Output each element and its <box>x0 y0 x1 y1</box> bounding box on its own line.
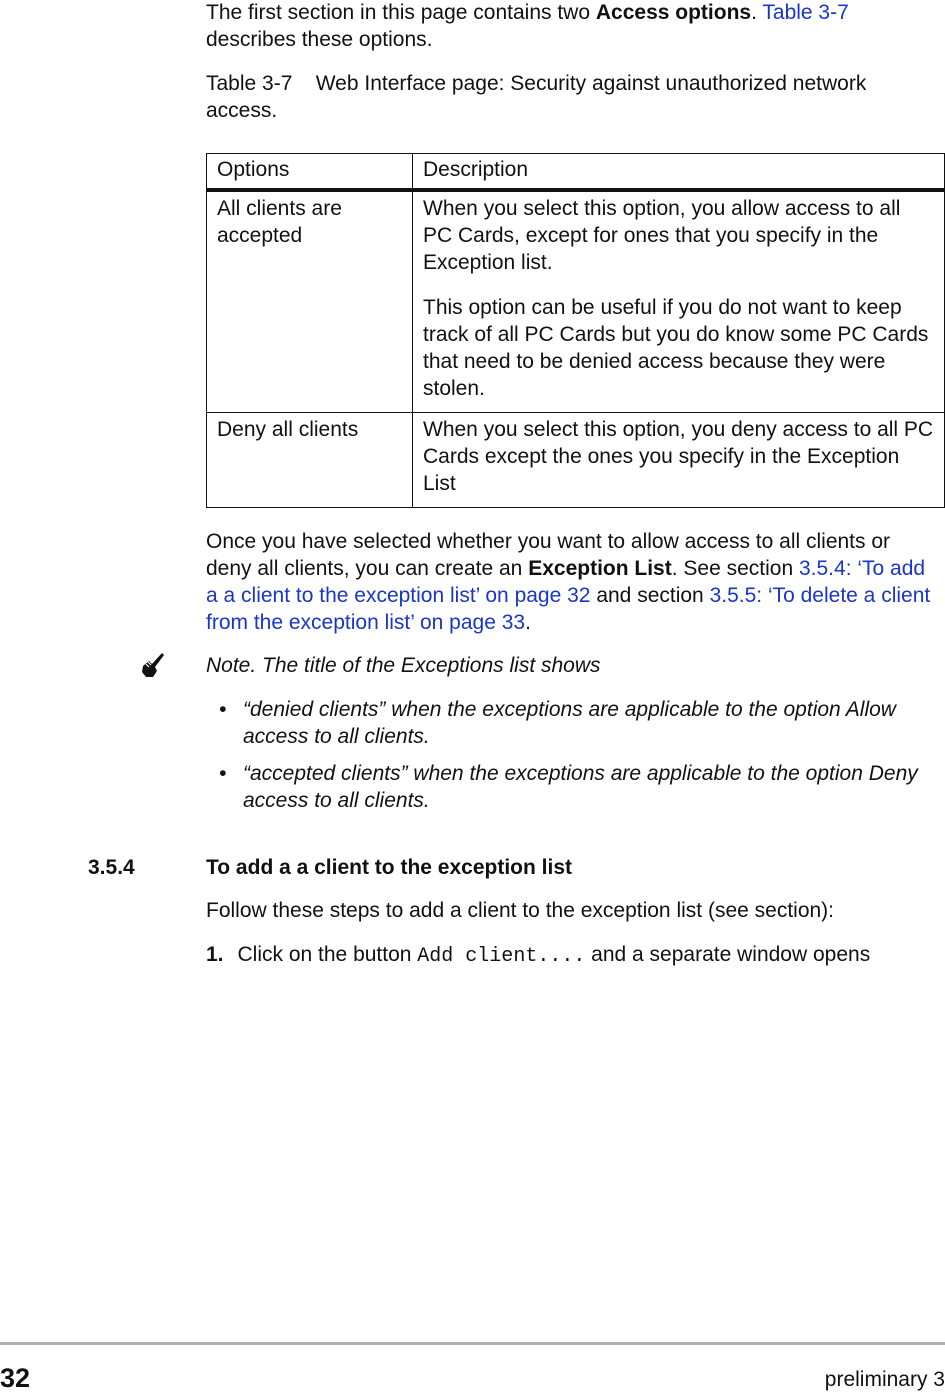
step-number: 1. <box>206 943 224 966</box>
add-client-button-name: Add client.... <box>417 945 586 968</box>
exception-text-see: . See section <box>671 557 799 580</box>
hand-pointer-icon <box>140 652 168 680</box>
bullet-dot: • <box>219 698 227 721</box>
column-header-options: Options <box>207 154 413 191</box>
description-cell <box>413 190 945 413</box>
description-cell <box>413 413 945 508</box>
intro-text: The first section in this page contains two <box>206 1 596 24</box>
step-text: Click on the button <box>237 943 418 966</box>
step-item <box>206 941 945 970</box>
option-cell: Deny all clients <box>207 413 413 508</box>
note-text: Note. The title of the Exceptions list shows <box>206 654 601 677</box>
table-caption-label: Table 3-7 <box>206 72 293 95</box>
section-intro: Follow these steps to add a client to the exception list (see section): <box>206 899 835 922</box>
section-3-5-4-link[interactable]: 3.5.4: ‘To add a a client to the exception list’ on page 32 <box>206 557 926 607</box>
note-bullet-text: “accepted clients” when the exceptions are applicable to the option Deny access to all clients. <box>243 762 918 812</box>
exception-list-paragraph <box>206 528 936 636</box>
table-3-7-link[interactable]: Table 3-7 <box>762 1 849 24</box>
option-cell: All clients are accepted <box>207 190 413 413</box>
access-options-table <box>206 153 945 508</box>
note-bullet-text: “denied clients” when the exceptions are applicable to the option Allow access to all clients. <box>243 698 896 748</box>
bullet-dot: • <box>219 762 227 785</box>
access-options-term: Access options <box>595 1 752 24</box>
section-3-5-5-link[interactable]: 3.5.5: ‘To delete a client from the exception list’ on page 33 <box>206 584 931 634</box>
intro-paragraph <box>206 0 936 53</box>
note-bullet-item <box>206 696 936 750</box>
exception-text: Once you have selected whether you want to allow access to all clients or deny all clients, you can create an <box>206 530 891 580</box>
intro-text-end: describes these options. <box>206 28 433 51</box>
intro-text-separator: . <box>751 1 763 24</box>
column-header-description: Description <box>413 154 945 191</box>
description-paragraph: When you select this option, you deny access to all PC Cards except the ones you specify in the Exception List <box>423 418 934 495</box>
section-title: To add a a client to the exception list <box>206 856 573 879</box>
exception-text-end: . <box>525 611 531 634</box>
page-number: 32 <box>0 1363 31 1393</box>
footer-divider <box>0 1342 945 1345</box>
footer-label: preliminary 3 <box>824 1368 945 1391</box>
note-bullet-item <box>206 760 936 814</box>
table-header-row <box>207 154 945 191</box>
table-caption-text: Web Interface page: Security against unauthorized network access. <box>206 72 867 122</box>
description-paragraph: This option can be useful if you do not want to keep track of all PC Cards but you do know some PC Cards that need to be denied access because they were stolen. <box>423 296 929 400</box>
exception-text-and: and section <box>590 584 710 607</box>
exception-list-term: Exception List <box>528 557 672 580</box>
table-caption <box>206 70 936 124</box>
section-number: 3.5.4 <box>88 856 135 879</box>
table-row <box>207 190 945 413</box>
table-row <box>207 413 945 508</box>
description-paragraph: When you select this option, you allow access to all PC Cards, except for ones that you specify in the Exception list. <box>423 197 901 274</box>
step-text-end: and a separate window opens <box>585 943 871 966</box>
